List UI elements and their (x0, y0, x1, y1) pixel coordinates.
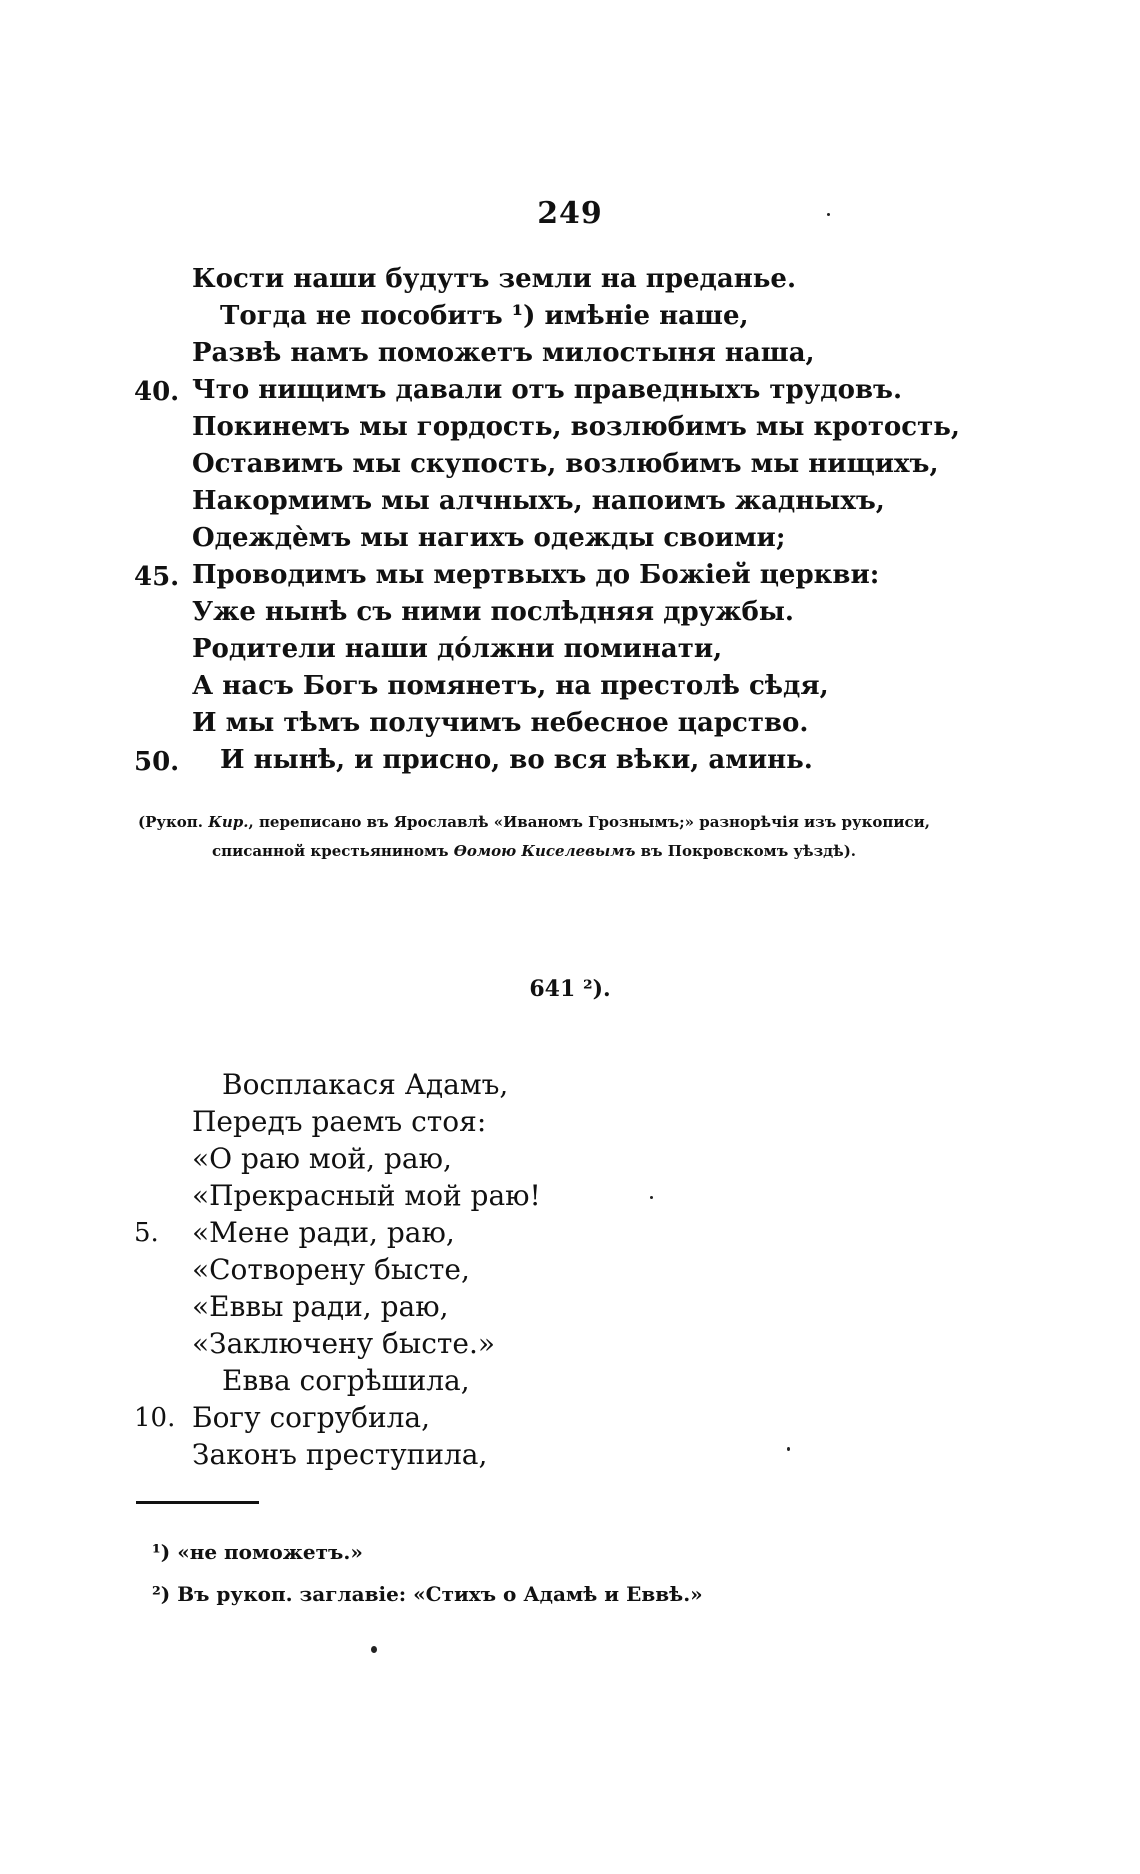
line-text: Кости наши будутъ земли на преданье. (192, 264, 797, 294)
source-note-text: списанной крестьяниномъ (211, 842, 454, 860)
ink-speck (371, 1646, 377, 1653)
line-text: А насъ Богъ помянетъ, на престолѣ сѣдя, (192, 671, 829, 701)
ink-speck (827, 213, 830, 216)
line-number: 50. (134, 747, 180, 777)
source-note-text: въ Покровскомъ уѣздѣ). (635, 842, 857, 860)
footnote-mark: ¹) (152, 1540, 171, 1564)
footnote-1 (152, 1540, 363, 1564)
song-number-value: 641 (529, 976, 576, 1002)
line-text: «Еввы ради, раю, (192, 1290, 449, 1323)
footnote-text: «не поможетъ.» (170, 1540, 363, 1564)
line-text: Евва согрѣшила, (222, 1364, 470, 1397)
footnote-text: Въ рукоп. заглавіе: «Стихъ о Адамѣ и Еввѣ.» (170, 1582, 703, 1606)
line-text: Проводимъ мы мертвыхъ до Божіей церкви: (192, 560, 880, 590)
line-text: «Прекрасный мой раю! (192, 1179, 541, 1212)
line-text: Уже нынѣ съ ними послѣдняя дружбы. (192, 597, 794, 627)
line-text: Что нищимъ давали отъ праведныхъ трудовъ. (192, 375, 903, 405)
line-text: Восплакася Адамъ, (222, 1068, 509, 1101)
line-text: Накормимъ мы алчныхъ, напоимъ жадныхъ, (192, 486, 885, 516)
line-text: И мы тѣмъ получимъ небесное царство. (192, 708, 809, 738)
song-footnote-ref: ²). (582, 976, 611, 1002)
source-note-text: , переписано въ Ярославлѣ «Иваномъ Грознымъ;» разнорѣчія изъ рукописи, (248, 813, 930, 831)
line-text: Законъ преступила, (192, 1438, 488, 1471)
footnote-mark: ²) (152, 1582, 171, 1606)
line-text: Одеждѐмъ мы нагихъ одежды своими; (192, 523, 786, 553)
line-text: Родители наши до́лжни поминати, (192, 634, 723, 664)
footnote-divider (136, 1501, 259, 1504)
source-note-abbr: Кир. (208, 813, 249, 831)
ink-speck (650, 1196, 653, 1199)
line-text: «Мене ради, раю, (192, 1216, 455, 1249)
ink-speck (787, 1447, 790, 1451)
line-number: 10. (134, 1403, 176, 1433)
line-text: «Сотворену бысте, (192, 1253, 470, 1286)
line-text: Богу согрубила, (192, 1401, 430, 1434)
line-text: И нынѣ, и присно, во вся вѣки, аминь. (220, 745, 813, 775)
footnote-2 (152, 1582, 703, 1606)
line-text: «О раю мой, раю, (192, 1142, 452, 1175)
song-number (0, 976, 1140, 1002)
line-text: Тогда не пособитъ ¹) имѣніе наше, (220, 301, 749, 331)
page-number: 249 (537, 196, 603, 231)
line-text: Покинемъ мы гордость, возлюбимъ мы кротость, (192, 412, 960, 442)
line-text: «Заключену бысте.» (192, 1327, 495, 1360)
line-text: Передъ раемъ стоя: (192, 1105, 487, 1138)
source-note-text: (Рукоп. (137, 813, 209, 831)
line-number: 45. (134, 562, 180, 592)
source-note (124, 808, 944, 866)
line-text: Развѣ намъ поможетъ милостыня наша, (192, 338, 815, 368)
source-note-name: Ѳомою Киселевымъ (453, 842, 636, 860)
line-number: 5. (134, 1218, 159, 1248)
line-text: Оставимъ мы скупость, возлюбимъ мы нищихъ, (192, 449, 939, 479)
line-number: 40. (134, 377, 180, 407)
